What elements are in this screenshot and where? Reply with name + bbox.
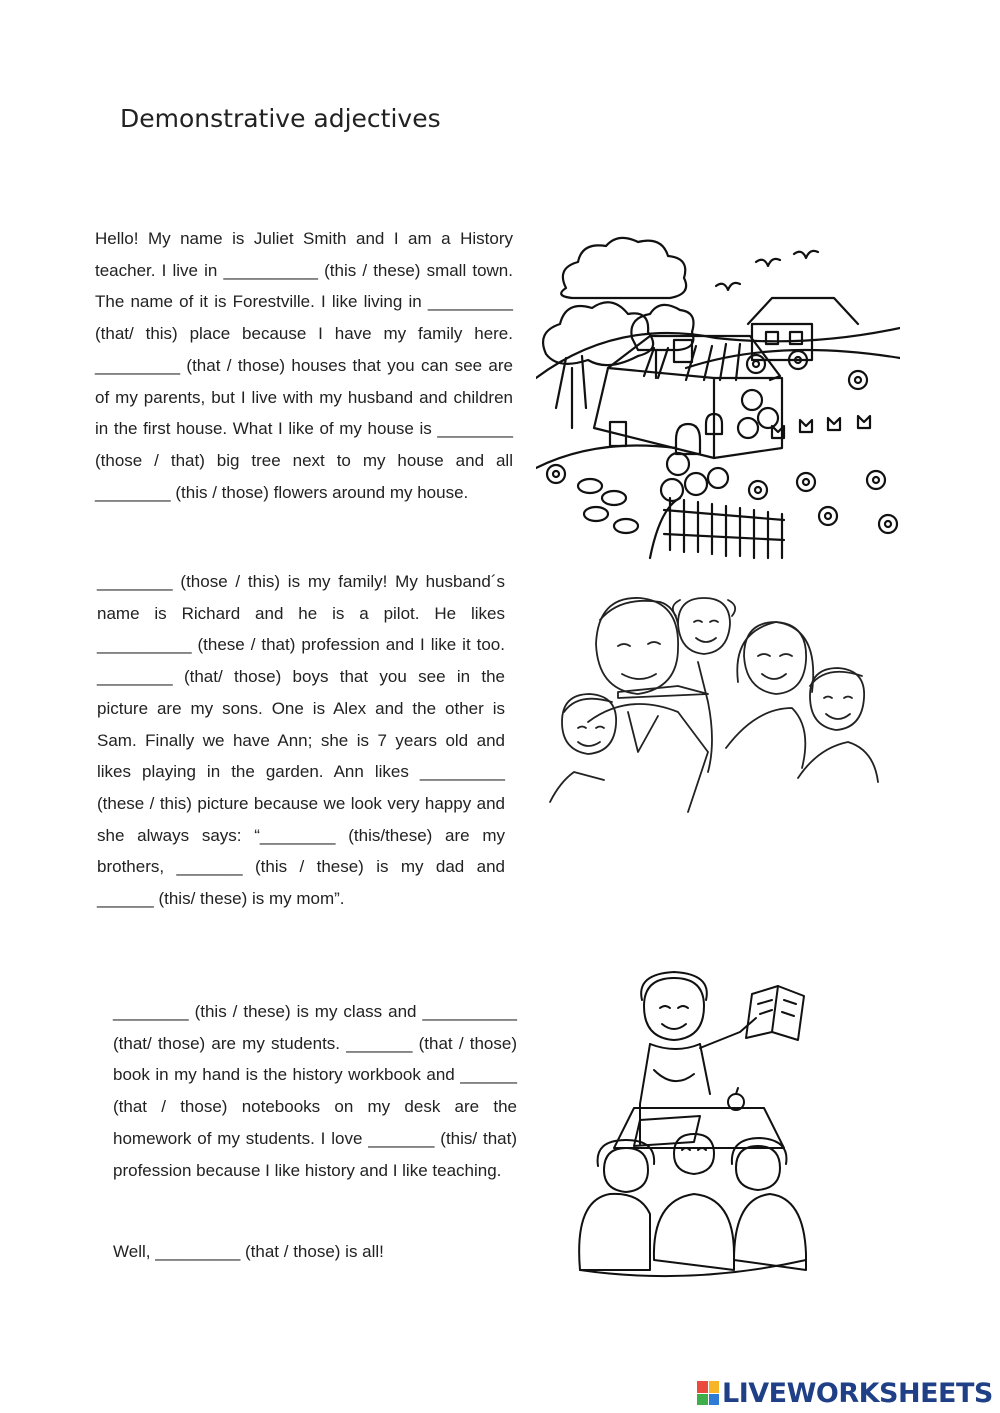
family-drawing [548, 572, 882, 818]
paragraph-family: ________ (those / this) is my family! My husband´s name is Richard and he is a pilot. He likes __________ (these / that) profession and I like it too. ________ (that/ those) boys that you see in the picture are my sons. One is Alex and the other is Sam. Finally we have Ann; she is 7 years old and likes playing in the garden. Ann likes _________ (these / this) picture because we look very happy and she always says: “________ (this/these) are my brothers, _______ (this / these) is my dad and ______ (this/ these) is my mom”. [97, 572, 505, 909]
page-title: Demonstrative adjectives [120, 104, 441, 133]
paragraph-closing: Well, _________ (that / those) is all! [113, 1242, 384, 1261]
paragraph-intro: Hello! My name is Juliet Smith and I am a History teacher. I live in __________ (this / these) small town. The name of it is Forestville. I like living in _________ (that/ this) place because I have my family here. _________ (that / those) houses that you can see are of my parents, but I live with my husband and children in the first house. What I like of my house is ________ (those / that) big tree next to my house and all ________ (this / those) flowers around my house. [95, 229, 513, 502]
liveworksheets-mark-icon [697, 1381, 719, 1405]
house-landscape-drawing [536, 228, 900, 560]
paragraph-class: ________ (this / these) is my class and __________ (that/ those) are my students. _______ (that / those) book in my hand is the history workbook and ______ (that / those) notebooks on my desk are the homework of my students. I love _______ (this/ that) profession because I like history and I like teaching. [113, 1002, 517, 1180]
liveworksheets-logo [697, 1376, 993, 1410]
classroom-teacher-drawing [574, 970, 810, 1280]
brand-name: LIVEWORKSHEETS [722, 1377, 993, 1409]
